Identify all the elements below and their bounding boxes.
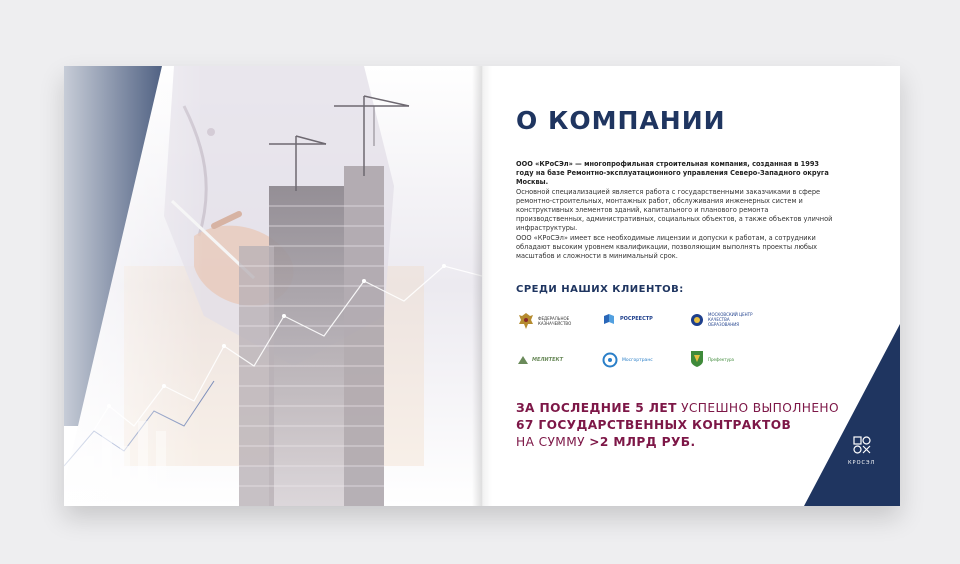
company-intro: ООО «КРоСЭл» — многопрофильная строительная компания, созданная в 1993 году на базе Ремонтно-эксплуатационного управления Северо-Западного округа Москвы. <box>516 160 829 186</box>
stat-line3-rest: НА СУММУ <box>516 435 590 449</box>
client-name: МЕЛИТЕКТ <box>532 357 564 363</box>
coat-of-arms-icon <box>690 350 704 368</box>
right-page <box>482 66 900 506</box>
left-page <box>64 66 482 506</box>
client-logo-prefecture <box>690 350 742 368</box>
client-name: Префектура <box>708 356 734 362</box>
client-logo-treasury <box>518 312 572 330</box>
stat-line1-rest: УСПЕШНО ВЫПОЛНЕНО <box>676 401 839 415</box>
client-name: МОСКОВСКИЙ ЦЕНТР КАЧЕСТВА ОБРАЗОВАНИЯ <box>708 312 753 327</box>
page-title: О КОМПАНИИ <box>516 106 726 135</box>
brand-name: КРОСЭЛ <box>848 460 876 466</box>
mcko-emblem-icon <box>690 313 704 327</box>
wordmark-icon <box>518 356 528 364</box>
client-logo-mosgortrans <box>602 352 653 368</box>
eagle-emblem-icon <box>518 312 534 330</box>
client-logo-rosreestr <box>602 312 653 326</box>
contracts-stat <box>516 400 839 451</box>
brand-logo <box>848 436 875 466</box>
rosreestr-logo-icon <box>602 312 616 326</box>
client-logo-melitekt <box>518 356 563 364</box>
licenses-paragraph: ООО «КРоСЭл» имеет все необходимые лицензии и допуски к работам, а сотрудники обладают высоким уровнем квалификации, позволяющим выполнять проекты любых масштабов и сложности в минимальный срок. <box>516 234 818 260</box>
stat-period: ЗА ПОСЛЕДНИЕ 5 ЛЕТ <box>516 401 677 415</box>
client-logo-mcko <box>690 312 760 327</box>
navy-corner-shape <box>804 324 900 506</box>
mosgortrans-logo-icon <box>602 352 618 368</box>
client-name: ФЕДЕРАЛЬНОЕ КАЗНАЧЕЙСТВО <box>538 316 572 326</box>
kroselogo-icon <box>853 436 871 454</box>
clients-heading: СРЕДИ НАШИХ КЛИЕНТОВ: <box>516 284 684 295</box>
stat-contracts: 67 ГОСУДАРСТВЕННЫХ КОНТРАКТОВ <box>516 418 792 432</box>
client-name: Мосгортранс <box>622 357 653 363</box>
stat-amount: >2 МЛРД РУБ. <box>589 435 696 449</box>
specialization-paragraph: Основной специализацией является работа с государственными заказчиками в сфере ремонтно-строительных, монтажных работ, обслуживания инженерных систем и конструктивных элементов зданий, капитального и планового ремонта производственных, административных, социальных объектов, а также объектов уличной инфраструктуры. <box>516 188 833 232</box>
client-name: РОСРЕЕСТР <box>620 316 653 322</box>
construction-photo <box>64 66 482 506</box>
brochure-spread <box>64 66 900 506</box>
